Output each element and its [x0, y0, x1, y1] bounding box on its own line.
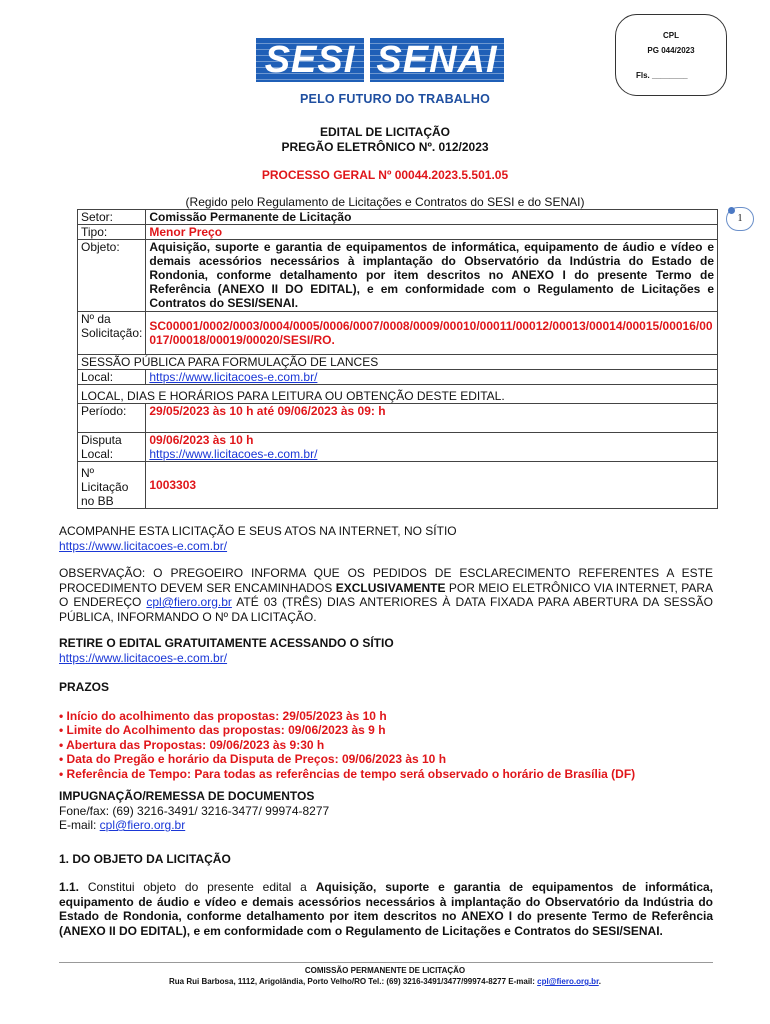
prazo-item: • Limite do Acolhimento das propostas: 09/06/2023 às 9 h: [59, 723, 386, 737]
disputa-label: Disputa: [78, 433, 146, 448]
local-link[interactable]: https://www.licitacoes-e.com.br/: [149, 370, 318, 384]
prazo-item: • Início do acolhimento das propostas: 29/05/2023 às 10 h: [59, 708, 387, 723]
table-row: [78, 447, 718, 462]
table-row: [78, 355, 718, 370]
observacao-text-3: ATÉ 03 (TRÊS) DIAS ANTERIORES À DATA FIXADA PARA ABERTURA DA SESSÃO PÚBLICA, INFORMANDO O Nº DA LICITAÇÃO.: [59, 595, 713, 624]
footer-email-link[interactable]: cpl@fiero.org.br: [537, 977, 599, 986]
local2-link[interactable]: https://www.licitacoes-e.com.br/: [149, 447, 318, 461]
periodo-value: 29/05/2023 às 10 h até 09/06/2023 às 09: h: [146, 404, 718, 433]
impugnacao-fone: Fone/fax: (69) 3216-3491/ 3216-3477/ 99974-8277: [59, 803, 330, 818]
observacao-paragraph: [59, 566, 713, 624]
solicitacao-value: SC00001/0002/0003/0004/0005/0006/0007/0008/0009/00010/00011/00012/00013/00014/00015/00016/00017/00018/00019/00020/SESI/RO.: [146, 312, 718, 355]
tipo-value: Menor Preço: [146, 225, 718, 240]
table-row: [78, 312, 718, 355]
observacao-text-1: OBSERVAÇÃO: O PREGOEIRO INFORMA QUE OS PEDIDOS DE ESCLARECIMENTO REFERENTES A ESTE PROCEDIMENTO DEVEM SER ENCAMINHADOS: [59, 566, 713, 595]
footer-address-text: Rua Rui Barbosa, 1112, Arigolândia, Porto Velho/RO Tel.: (69) 3216-3491/3477/99974-8277 E-mail:: [169, 977, 538, 986]
senai-logo: SENAI: [370, 38, 504, 82]
setor-label: Setor:: [78, 210, 146, 225]
acompanhe-text: ACOMPANHE ESTA LICITAÇÃO E SEUS ATOS NA INTERNET, NO SÍTIO: [59, 524, 457, 538]
sesi-logo: SESI: [256, 38, 364, 82]
periodo-label: Período:: [78, 404, 146, 433]
document-title: EDITAL DE LICITAÇÃO: [320, 125, 450, 139]
impugnacao-email-link[interactable]: cpl@fiero.org.br: [99, 818, 186, 832]
footer-title: COMISSÃO PERMANENTE DE LICITAÇÃO: [304, 966, 466, 975]
objeto-description: Aquisição, suporte e garantia de equipamentos de informática, equipamento de áudio e vídeo e demais acessórios necessários à implantação do Observatório da Indústria do Estado de Rondonia, conforme detalhamento por item descritos no ANEXO I do presente Termo de Referência (ANEXO II DO EDITAL), e em conformidade com o Regulamento de Licitações e Contratos do SESI/SENAI.: [59, 880, 713, 938]
observacao-bold: EXCLUSIVAMENTE: [335, 580, 446, 595]
objeto-value: Aquisição, suporte e garantia de equipamentos de informática, equipamento de áudio e vídeo e demais acessórios necessários à implantação do Observatório da Indústria do Estado de Rondonia, conforme detalhamento por item descritos no ANEXO I do presente Termo de Referência (ANEXO II DO EDITAL), e em conformidade com o Regulamento de Licitações e Contratos do SESI/SENAI.: [146, 240, 718, 312]
impugnacao-section: [59, 789, 713, 833]
cpl-process: PG 044/2023: [647, 46, 695, 55]
pregao-number: PREGÃO ELETRÔNICO Nº. 012/2023: [281, 140, 489, 154]
prazos-section: [59, 680, 713, 781]
footer-divider: [59, 962, 713, 963]
objeto-clause-number: 1.1.: [59, 880, 80, 894]
licitacao-label: Nº Licitação no BB: [78, 462, 146, 509]
table-row: [78, 433, 718, 448]
prazos-heading: PRAZOS: [59, 680, 110, 694]
retire-section: [59, 636, 713, 665]
table-row: [78, 370, 718, 385]
acompanhe-section: [59, 524, 713, 553]
local2-label: Local:: [78, 447, 146, 462]
prazo-item: • Referência de Tempo: Para todas as referências de tempo será observado o horário de Brasília (DF): [59, 766, 636, 781]
table-row: [78, 462, 718, 509]
impugnacao-email-label: E-mail:: [59, 818, 100, 832]
logo-tagline: PELO FUTURO DO TRABALHO: [300, 92, 491, 106]
setor-value: Comissão Permanente de Licitação: [146, 210, 718, 225]
objeto-section-heading: 1. DO OBJETO DA LICITAÇÃO: [59, 852, 231, 866]
footer-address: [0, 977, 770, 986]
retire-text: RETIRE O EDITAL GRATUITAMENTE ACESSANDO O SÍTIO: [59, 636, 394, 650]
disputa-value: 09/06/2023 às 10 h: [146, 433, 718, 448]
observacao-text-2: POR MEIO ELETRÔNICO VIA INTERNET, PARA O ENDEREÇO: [59, 580, 713, 609]
info-table: [77, 209, 718, 509]
retire-link[interactable]: https://www.licitacoes-e.com.br/: [59, 650, 228, 665]
sessao-header: SESSÃO PÚBLICA PARA FORMULAÇÃO DE LANCES: [78, 355, 718, 370]
table-row: [78, 404, 718, 433]
objeto-section-paragraph: [59, 880, 713, 938]
local-label: Local:: [78, 370, 146, 385]
tipo-label: Tipo:: [78, 225, 146, 240]
footer-address-suffix: .: [598, 977, 601, 986]
objeto-intro: Constitui objeto do presente edital a: [79, 880, 316, 894]
prazo-item: • Abertura das Propostas: 09/06/2023 às 9:30 h: [59, 737, 325, 752]
table-row: [78, 210, 718, 225]
local-dias-header: LOCAL, DIAS E HORÁRIOS PARA LEITURA OU OBTENÇÃO DESTE EDITAL.: [78, 385, 718, 404]
acompanhe-link[interactable]: https://www.licitacoes-e.com.br/: [59, 538, 228, 553]
table-row: [78, 385, 718, 404]
observacao-email-link[interactable]: cpl@fiero.org.br: [146, 595, 232, 609]
regido-note: (Regido pelo Regulamento de Licitações e Contratos do SESI e do SENAI): [185, 195, 585, 209]
table-row: [78, 240, 718, 312]
objeto-label: Objeto:: [78, 240, 146, 312]
processo-geral: PROCESSO GERAL Nº 00044.2023.5.501.05: [261, 168, 509, 182]
page-number: 1: [726, 207, 754, 231]
cpl-stamp: [615, 14, 727, 96]
cpl-label: CPL: [663, 31, 679, 40]
sesi-senai-logo: [256, 38, 504, 82]
table-row: [78, 225, 718, 240]
solicitacao-label: Nº da Solicitação:: [78, 312, 146, 355]
licitacao-value: 1003303: [146, 462, 718, 509]
impugnacao-heading: IMPUGNAÇÃO/REMESSA DE DOCUMENTOS: [59, 789, 315, 803]
prazo-item: • Data do Pregão e horário da Disputa de Preços: 09/06/2023 às 10 h: [59, 752, 447, 766]
cpl-folhas: Fls. ________: [636, 71, 688, 80]
